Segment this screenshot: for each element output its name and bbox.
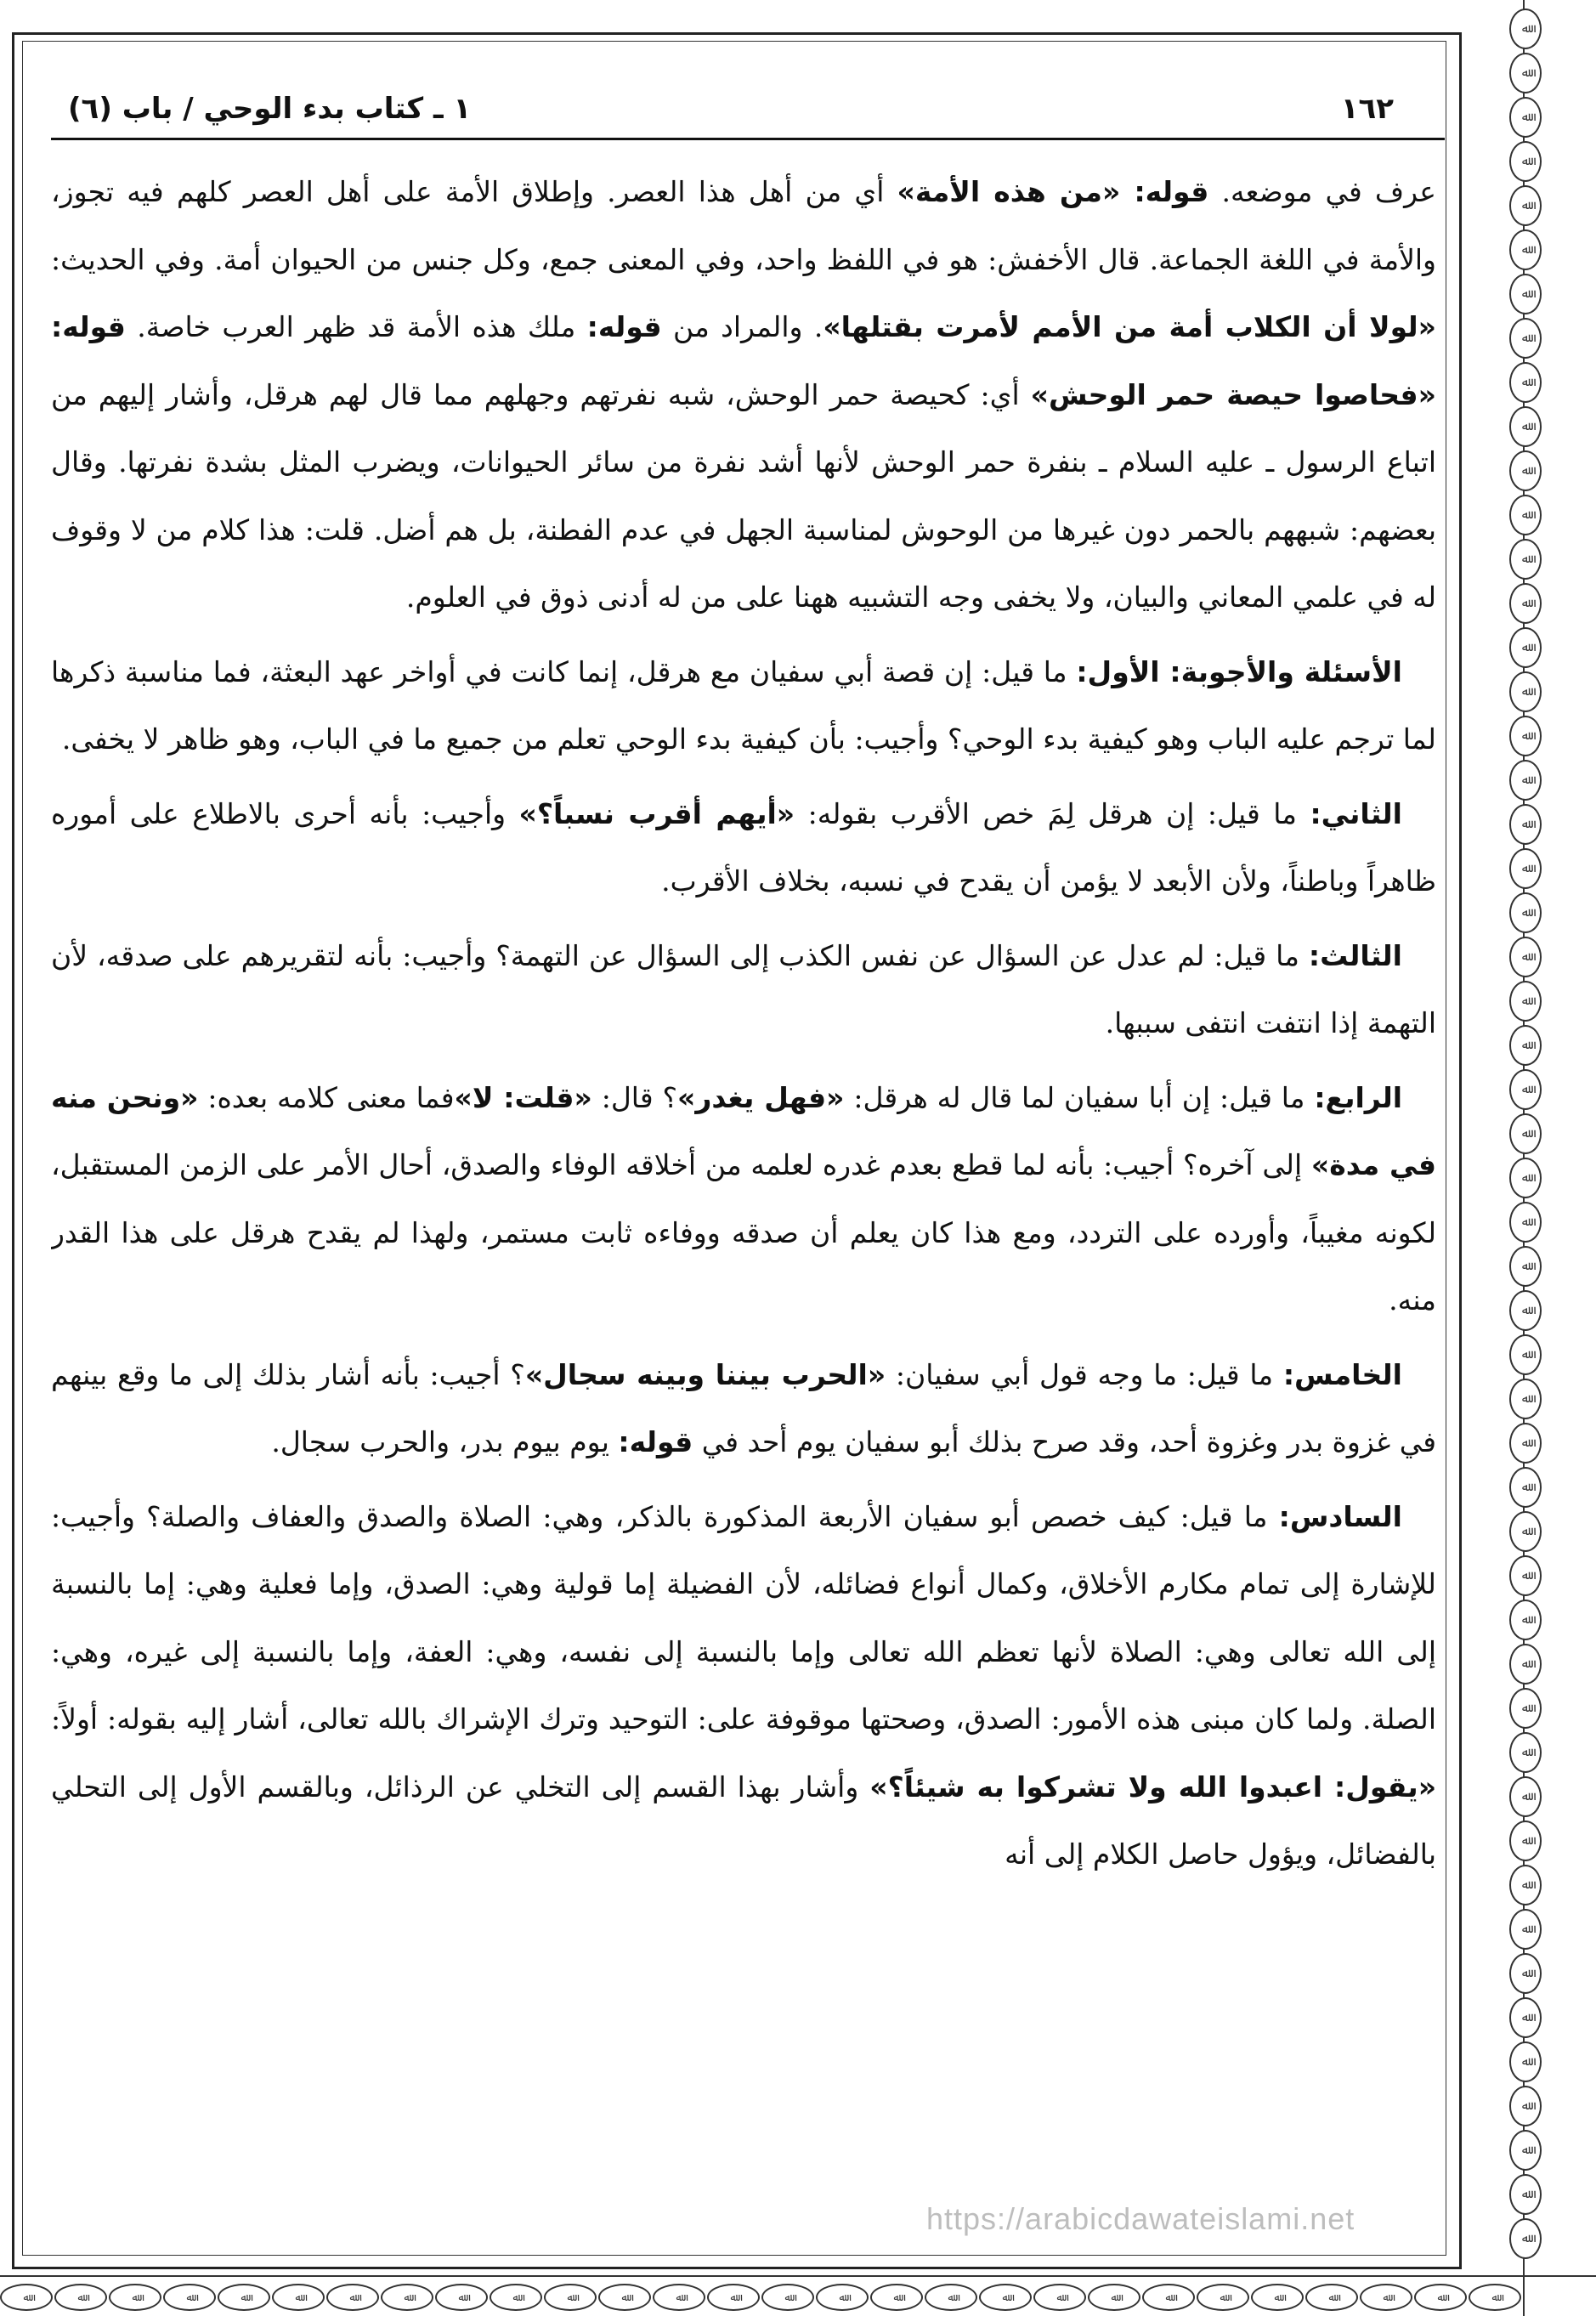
border-oval: ﷲ [653,2284,705,2311]
border-oval: ﷲ [1197,2284,1249,2311]
border-medallion: ﷲ [1509,1644,1542,1685]
border-medallion: ﷲ [1509,185,1542,226]
border-oval: ﷲ [707,2284,760,2311]
border-medallion: ﷲ [1509,760,1542,801]
border-medallion: ﷲ [1509,1865,1542,1905]
bold-phrase: «أيهم أقرب نسباً؟» [518,796,795,830]
text-run: فما معنى كلامه بعده: [198,1080,455,1114]
bold-phrase: قوله: «فحاصوا حيصة حمر الوحش» [51,310,1436,411]
border-oval: ﷲ [1414,2284,1467,2311]
border-oval: ﷲ [979,2284,1032,2311]
border-medallion: ﷲ [1509,2174,1542,2215]
border-medallion: ﷲ [1509,318,1542,359]
border-medallion: ﷲ [1509,362,1542,403]
bold-phrase: «قلت: لا» [454,1080,592,1114]
border-medallion: ﷲ [1509,1467,1542,1508]
border-oval: ﷲ [598,2284,651,2311]
bold-phrase: قوله: [586,310,662,343]
text-run: ما قيل: إن قصة أبي سفيان مع هرقل، إنما كانت في أواخر عهد البعثة، فما مناسبة ذكرها لما ترجم عليه الباب وهو كيفية بدء الوحي؟ وأجيب: بأن كيفية بدء الوحي تعلم من جميع ما في الباب، وهو ظاهر لا يخفى. [51,654,1436,756]
paragraph [51,158,1436,631]
border-oval: ﷲ [1033,2284,1086,2311]
text-run: عرف في موضعه. [1208,175,1436,208]
border-medallion: ﷲ [1509,1334,1542,1375]
paragraph [51,780,1436,915]
border-medallion: ﷲ [1509,2041,1542,2082]
bold-phrase: «لولا أن الكلاب أمة من الأمم لأمرت بقتلها» [823,310,1436,343]
border-oval: ﷲ [54,2284,107,2311]
text-run: ما قيل: إن هرقل لِمَ خص الأقرب بقوله: [795,796,1310,830]
border-medallion: ﷲ [1509,141,1542,182]
border-oval: ﷲ [435,2284,488,2311]
text-run: وأشار بهذا القسم إلى التخلي عن الرذائل، وبالقسم الأول إلى التحلي بالفضائل، ويؤول حاصل الكلام إلى أنه [51,1770,1436,1871]
border-medallion: ﷲ [1509,1069,1542,1110]
border-medallion: ﷲ [1509,450,1542,491]
border-oval: ﷲ [109,2284,161,2311]
border-oval: ﷲ [544,2284,597,2311]
bold-phrase: «الحرب بيننا وبينه سجال» [524,1357,886,1391]
border-oval: ﷲ [1305,2284,1358,2311]
border-medallion: ﷲ [1509,1158,1542,1198]
header-rule [51,138,1445,140]
border-medallion: ﷲ [1509,1776,1542,1817]
border-medallion: ﷲ [1509,1732,1542,1773]
decorative-border-right [1477,0,1596,2316]
border-oval: ﷲ [1469,2284,1521,2311]
border-oval: ﷲ [163,2284,216,2311]
text-run: أي: كحيصة حمر الوحش، شبه نفرتهم وجهلهم مما قال لهم هرقل، وأشار إليهم من اتباع الرسول ـ عليه السلام ـ بنفرة حمر الوحش لأنها أشد نفرة من سائر الحيوانات، ويضرب المثل بشدة نفرتها. وقال بعضهم: شبههم بالحمر دون غيرها من الوحوش لمناسبة الجهل في عدم الفطنة، بل هم أضل. قلت: هذا كلام من لا وقوف له في علمي المعاني والبيان، ولا يخفى وجه التشبيه ههنا على من له أدنى ذوق في العلوم. [51,377,1436,614]
border-oval: ﷲ [381,2284,433,2311]
bold-phrase: الثاني: [1310,796,1402,830]
border-medallion: ﷲ [1509,1909,1542,1950]
border-medallion: ﷲ [1509,1997,1542,2038]
bold-phrase: قوله: «من هذه الأمة» [897,175,1209,208]
border-oval: ﷲ [1251,2284,1304,2311]
border-oval: ﷲ [1142,2284,1195,2311]
border-medallion: ﷲ [1509,1246,1542,1287]
border-medallion: ﷲ [1509,671,1542,712]
text-run: أي من أهل هذا العصر. وإطلاق الأمة على أهل العصر كلهم فيه تجوز، والأمة في اللغة الجماعة. قال الأخفش: هو في اللفظ واحد، وفي المعنى جمع، وكل جنس من الحيوان أمة. وفي الحديث: [51,175,1436,276]
text-run: إلى آخره؟ أجيب: بأنه لما قطع بعدم غدره لعلمه من أخلاقه الوفاء والصدق، أحال الأمر على الزمن المستقبل، لكونه مغيباً، وأورده على التردد، ومع هذا كان يعلم أن صدقه ووفاءه ثابت مستمر، ولهذا لم يقدح هرقل على هذا القدر منه. [51,1148,1436,1317]
border-oval: ﷲ [816,2284,869,2311]
border-medallion: ﷲ [1509,406,1542,447]
bold-phrase: الرابع: [1314,1080,1403,1114]
border-medallion: ﷲ [1509,1821,1542,1861]
border-medallion: ﷲ [1509,1113,1542,1154]
bold-phrase: الخامس: [1282,1357,1402,1391]
border-medallion: ﷲ [1509,539,1542,580]
chapter-title: ١ ـ كتاب بدء الوحي / باب (٦) [68,92,472,126]
border-oval: ﷲ [1088,2284,1140,2311]
text-run: ؟ قال: [591,1080,678,1114]
border-medallion: ﷲ [1509,804,1542,845]
border-medallion: ﷲ [1509,627,1542,668]
border-medallion: ﷲ [1509,892,1542,933]
border-oval: ﷲ [326,2284,379,2311]
border-medallion: ﷲ [1509,8,1542,49]
paragraph [51,922,1436,1057]
body-text [51,158,1436,2181]
border-medallion: ﷲ [1509,1511,1542,1552]
decorative-border-bottom [0,2258,1596,2316]
border-medallion: ﷲ [1509,2218,1542,2259]
border-medallion: ﷲ [1509,1688,1542,1729]
bold-phrase: «يقول: اعبدوا الله ولا تشركوا به شيئاً؟» [869,1770,1436,1804]
bold-phrase: الثالث: [1308,938,1402,972]
border-medallion: ﷲ [1509,716,1542,756]
bold-phrase: «ونحن منه في مدة» [51,1080,1436,1181]
border-medallion: ﷲ [1509,1202,1542,1243]
border-medallion: ﷲ [1509,1555,1542,1596]
text-run: ما قيل: ما وجه قول أبي سفيان: [886,1357,1283,1391]
text-run: ما قيل: لم عدل عن السؤال عن نفس الكذب إلى السؤال عن التهمة؟ وأجيب: بأنه لتقريرهم على صدقه، لأن التهمة إذا انتفت انتفى سببها. [51,938,1436,1039]
text-run: . والمراد من [661,310,823,343]
bold-phrase: السادس: [1278,1499,1402,1533]
paragraph [51,1064,1436,1334]
border-oval: ﷲ [1360,2284,1412,2311]
page-number: ١٦٢ [1340,92,1394,126]
border-oval: ﷲ [925,2284,977,2311]
bold-phrase: الأسئلة والأجوبة: الأول: [1076,654,1402,688]
paragraph [51,1483,1436,1888]
border-oval: ﷲ [272,2284,325,2311]
text-run: ملك هذه الأمة قد ظهر العرب خاصة. [125,310,587,343]
bold-phrase: «فهل يغدر» [677,1080,845,1114]
border-line [0,2275,1596,2277]
bold-phrase: قوله: [618,1425,693,1458]
border-medallion: ﷲ [1509,1953,1542,1994]
paragraph [51,1341,1436,1476]
text-run: يوم بيوم بدر، والحرب سجال. [271,1425,619,1458]
watermark-url: https://arabicdawateislami.net [926,2201,1355,2236]
text-run: وأجيب: بأنه أحرى بالاطلاع على أموره ظاهراً وباطناً، ولأن الأبعد لا يؤمن أن يقدح في نسبه، بخلاف الأقرب. [51,796,1436,898]
border-medallion: ﷲ [1509,981,1542,1022]
text-run: ؟ أجيب: بأنه أشار بذلك إلى ما وقع بينهم في غزوة بدر وغزوة أحد، وقد صرح بذلك أبو سفيان يوم أحد في [51,1357,1436,1458]
border-medallion: ﷲ [1509,1025,1542,1066]
border-medallion: ﷲ [1509,1423,1542,1464]
text-run: ما قيل: إن أبا سفيان لما قال له هرقل: [844,1080,1315,1114]
border-medallion: ﷲ [1509,937,1542,977]
text-run: ما قيل: كيف خصص أبو سفيان الأربعة المذكورة بالذكر، وهي: الصلاة والصدق والعفاف والصلة؟ وأجيب: للإشارة إلى تمام مكارم الأخلاق، وكمال أنواع فضائله، لأن الفضيلة إما قولية وهي: الصدق، وإما فعلية وهي: إما بالنسبة إلى الله تعالى وهي: الصلاة لأنها تعظم الله تعالى وإما بالنسبة إلى نفسه، وهي: العفة، وإما بالنسبة إلى غيره، وهي: الصلة. ولما كان مبنى هذه الأمور: الصدق، وصحتها موقوفة على: التوحيد وترك الإشراك بالله تعالى، أشار إليه بقوله: أولاً: [51,1499,1436,1736]
border-medallion: ﷲ [1509,2086,1542,2126]
border-medallion: ﷲ [1509,848,1542,889]
border-medallion: ﷲ [1509,53,1542,93]
border-medallion: ﷲ [1509,229,1542,270]
border-oval: ﷲ [0,2284,53,2311]
border-medallion: ﷲ [1509,274,1542,314]
border-oval: ﷲ [761,2284,814,2311]
border-medallion: ﷲ [1509,97,1542,138]
border-medallion: ﷲ [1509,2130,1542,2171]
border-medallion: ﷲ [1509,583,1542,624]
border-medallion: ﷲ [1509,495,1542,535]
border-medallion: ﷲ [1509,1290,1542,1331]
paragraph [51,638,1436,773]
border-medallion: ﷲ [1509,1600,1542,1640]
border-oval: ﷲ [490,2284,542,2311]
border-oval: ﷲ [218,2284,270,2311]
border-medallion: ﷲ [1509,1379,1542,1419]
border-oval: ﷲ [870,2284,923,2311]
page-header [51,83,1411,134]
